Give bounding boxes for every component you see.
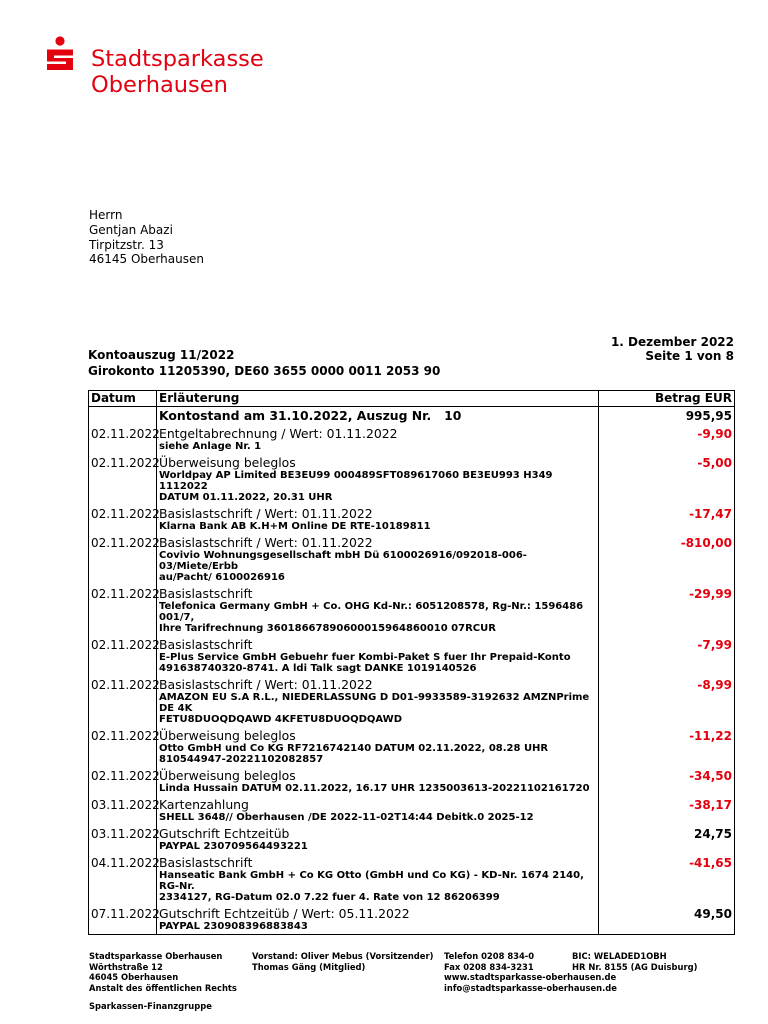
table-header-row — [89, 391, 735, 407]
transaction-row — [89, 505, 735, 534]
transaction-date: 02.11.2022 — [89, 676, 157, 727]
footer-line: 46045 Oberhausen — [89, 972, 179, 982]
transaction-description — [157, 825, 599, 854]
transaction-date: 02.11.2022 — [89, 767, 157, 796]
transaction-amount: -5,00 — [599, 454, 735, 505]
recipient-street: Tirpitzstr. 13 — [89, 237, 164, 252]
transaction-detail: Telefonica Germany GmbH + Co. OHG Kd-Nr.: 6051208578, Rg-Nr.: 1596486 001/7, — [159, 601, 584, 623]
transaction-title: Überweisung beleglos — [159, 728, 296, 743]
transaction-amount: -41,65 — [599, 854, 735, 905]
footer-registry — [572, 951, 697, 972]
transaction-date: 02.11.2022 — [89, 534, 157, 585]
transactions-table — [88, 390, 735, 935]
transaction-description — [157, 454, 599, 505]
statement-title: Kontoauszug 11/2022 — [88, 348, 235, 362]
transaction-row — [89, 727, 735, 767]
transaction-description — [157, 425, 599, 454]
transaction-title: Überweisung beleglos — [159, 455, 296, 470]
footer-line: Vorstand: Oliver Mebus (Vorsitzender) — [252, 951, 434, 961]
transaction-description — [157, 534, 599, 585]
transaction-detail: PAYPAL 230709564493221 — [159, 841, 308, 852]
transaction-amount: -11,22 — [599, 727, 735, 767]
transaction-row — [89, 636, 735, 676]
transaction-row — [89, 905, 735, 935]
transaction-detail: SHELL 3648// Oberhausen /DE 2022-11-02T14:44 Debitk.0 2025-12 — [159, 812, 534, 823]
column-header-description: Erläuterung — [157, 391, 599, 407]
transaction-detail: siehe Anlage Nr. 1 — [159, 441, 262, 452]
logo-line-1: Stadtsparkasse — [91, 46, 264, 72]
column-header-date: Datum — [89, 391, 157, 407]
transaction-detail: Linda Hussain DATUM 02.11.2022, 16.17 UHR 1235003613-20221102161720 — [159, 783, 590, 794]
transaction-detail: DATUM 01.11.2022, 20.31 UHR — [159, 492, 333, 503]
transaction-description — [157, 796, 599, 825]
transaction-description — [157, 905, 599, 935]
transaction-detail: Klarna Bank AB K.H+M Online DE RTE-10189811 — [159, 521, 431, 532]
statement-meta — [611, 335, 734, 363]
transaction-row — [89, 767, 735, 796]
transaction-title: Gutschrift Echtzeitüb / Wert: 05.11.2022 — [159, 906, 410, 921]
transaction-title: Basislastschrift / Wert: 01.11.2022 — [159, 506, 373, 521]
transaction-row — [89, 796, 735, 825]
footer-line: Wörthstraße 12 — [89, 961, 163, 972]
transaction-date: 03.11.2022 — [89, 796, 157, 825]
opening-label-cell — [157, 407, 599, 426]
transaction-date: 02.11.2022 — [89, 505, 157, 534]
transaction-amount: -9,90 — [599, 425, 735, 454]
transaction-detail: au/Pacht/ 6100026916 — [159, 572, 285, 583]
transaction-detail: E-Plus Service GmbH Gebuehr fuer Kombi-Paket S fuer Ihr Prepaid-Konto — [159, 652, 571, 663]
transaction-date: 07.11.2022 — [89, 905, 157, 935]
transaction-detail: 2334127, RG-Datum 02.0 7.22 fuer 4. Rate von 12 86206399 — [159, 892, 500, 903]
transaction-detail: Worldpay AP Limited BE3EU99 000489SFT089617060 BE3EU993 H349 1112022 — [159, 470, 553, 492]
transaction-description — [157, 767, 599, 796]
footer-line: Thomas Gäng (Mitglied) — [252, 961, 366, 972]
transaction-date: 02.11.2022 — [89, 727, 157, 767]
transaction-amount: -34,50 — [599, 767, 735, 796]
transaction-title: Basislastschrift — [159, 586, 253, 601]
footer-line: Stadtsparkasse Oberhausen — [89, 951, 223, 961]
opening-balance-amount: 995,95 — [599, 407, 735, 426]
transaction-detail: Ihre Tarifrechnung 36018667890600015964860010 07RCUR — [159, 623, 496, 634]
transaction-detail: FETU8DUOQDQAWD 4KFETU8DUOQDQAWD — [159, 714, 403, 725]
transaction-title: Basislastschrift — [159, 855, 253, 870]
transaction-title: Überweisung beleglos — [159, 768, 296, 783]
footer-email-link[interactable]: info@stadtsparkasse-oberhausen.de — [444, 982, 617, 993]
transaction-description — [157, 505, 599, 534]
footer-hr: HR Nr. 8155 (AG Duisburg) — [572, 961, 698, 972]
footer-board — [252, 951, 433, 972]
transaction-description — [157, 676, 599, 727]
transaction-row — [89, 854, 735, 905]
statement-heading — [88, 348, 440, 379]
statement-date: 1. Dezember 2022 — [610, 335, 734, 349]
transaction-amount: -7,99 — [599, 636, 735, 676]
transaction-row — [89, 825, 735, 854]
opening-balance-label: Kontostand am 31.10.2022, Auszug Nr. 10 — [159, 408, 462, 423]
transaction-detail: AMAZON EU S.A R.L., NIEDERLASSUNG D D01-9933589-3192632 AMZNPrime DE 4K — [159, 692, 590, 714]
transaction-date: 02.11.2022 — [89, 585, 157, 636]
transaction-amount: -29,99 — [599, 585, 735, 636]
transaction-detail: 491638740320-8741. A ldi Talk sagt DANKE 1019140526 — [159, 663, 477, 674]
transactions-body — [89, 407, 735, 935]
transaction-detail: Covivio Wohnungsgesellschaft mbH Dü 6100026916/092018-006-03/Miete/Erbb — [159, 550, 527, 572]
transaction-amount: -810,00 — [599, 534, 735, 585]
transaction-title: Kartenzahlung — [159, 797, 249, 812]
sparkasse-s-logo-icon — [44, 36, 76, 72]
transaction-amount: 49,50 — [599, 905, 735, 935]
transaction-title: Basislastschrift / Wert: 01.11.2022 — [159, 535, 373, 550]
transaction-title: Gutschrift Echtzeitüb — [159, 826, 290, 841]
transaction-detail: 810544947-20221102082857 — [159, 754, 324, 765]
transaction-detail: Hanseatic Bank GmbH + Co KG Otto (GmbH und Co KG) - KD-Nr. 1674 2140, RG-Nr. — [159, 870, 584, 892]
transaction-description — [157, 585, 599, 636]
opening-date-cell — [89, 407, 157, 426]
transaction-date: 04.11.2022 — [89, 854, 157, 905]
transaction-row — [89, 425, 735, 454]
transaction-row — [89, 534, 735, 585]
footer-bic: BIC: WELADED1OBH — [572, 951, 667, 961]
transaction-title: Entgeltabrechnung / Wert: 01.11.2022 — [159, 426, 398, 441]
transaction-amount: -17,47 — [599, 505, 735, 534]
recipient-city: 46145 Oberhausen — [89, 252, 204, 267]
transaction-date: 02.11.2022 — [89, 636, 157, 676]
transaction-amount: -38,17 — [599, 796, 735, 825]
transaction-date: 02.11.2022 — [89, 454, 157, 505]
transaction-description — [157, 854, 599, 905]
footer-group-name: Sparkassen-Finanzgruppe — [89, 1001, 212, 1011]
transaction-row — [89, 585, 735, 636]
recipient-name: Gentjan Abazi — [89, 222, 173, 237]
transaction-detail: Otto GmbH und Co KG RF7216742140 DATUM 02.11.2022, 08.28 UHR — [159, 743, 549, 754]
logo-line-2: Oberhausen — [91, 72, 228, 98]
opening-balance-row — [89, 407, 735, 426]
transaction-description — [157, 727, 599, 767]
transaction-detail: PAYPAL 230908396883843 — [159, 921, 308, 932]
transaction-description — [157, 636, 599, 676]
transaction-row — [89, 676, 735, 727]
footer-bank-address — [89, 951, 237, 993]
statement-page: Seite 1 von 8 — [645, 349, 734, 363]
column-header-amount: Betrag EUR — [599, 391, 735, 407]
transaction-title: Basislastschrift — [159, 637, 253, 652]
recipient-salutation: Herrn — [89, 208, 123, 222]
footer-phone: Telefon 0208 834-0 — [444, 951, 535, 961]
transaction-date: 02.11.2022 — [89, 425, 157, 454]
transaction-amount: -8,99 — [599, 676, 735, 727]
account-info: Girokonto 11205390, DE60 3655 0000 0011 2053 90 — [88, 363, 441, 378]
transaction-row — [89, 454, 735, 505]
footer-line: Anstalt des öffentlichen Rechts — [89, 982, 237, 993]
footer-fax: Fax 0208 834-3231 — [444, 961, 534, 972]
transaction-title: Basislastschrift / Wert: 01.11.2022 — [159, 677, 373, 692]
footer-website-link[interactable]: www.stadtsparkasse-oberhausen.de — [444, 972, 617, 982]
transaction-date: 03.11.2022 — [89, 825, 157, 854]
recipient-address — [89, 208, 204, 267]
transaction-amount: 24,75 — [599, 825, 735, 854]
